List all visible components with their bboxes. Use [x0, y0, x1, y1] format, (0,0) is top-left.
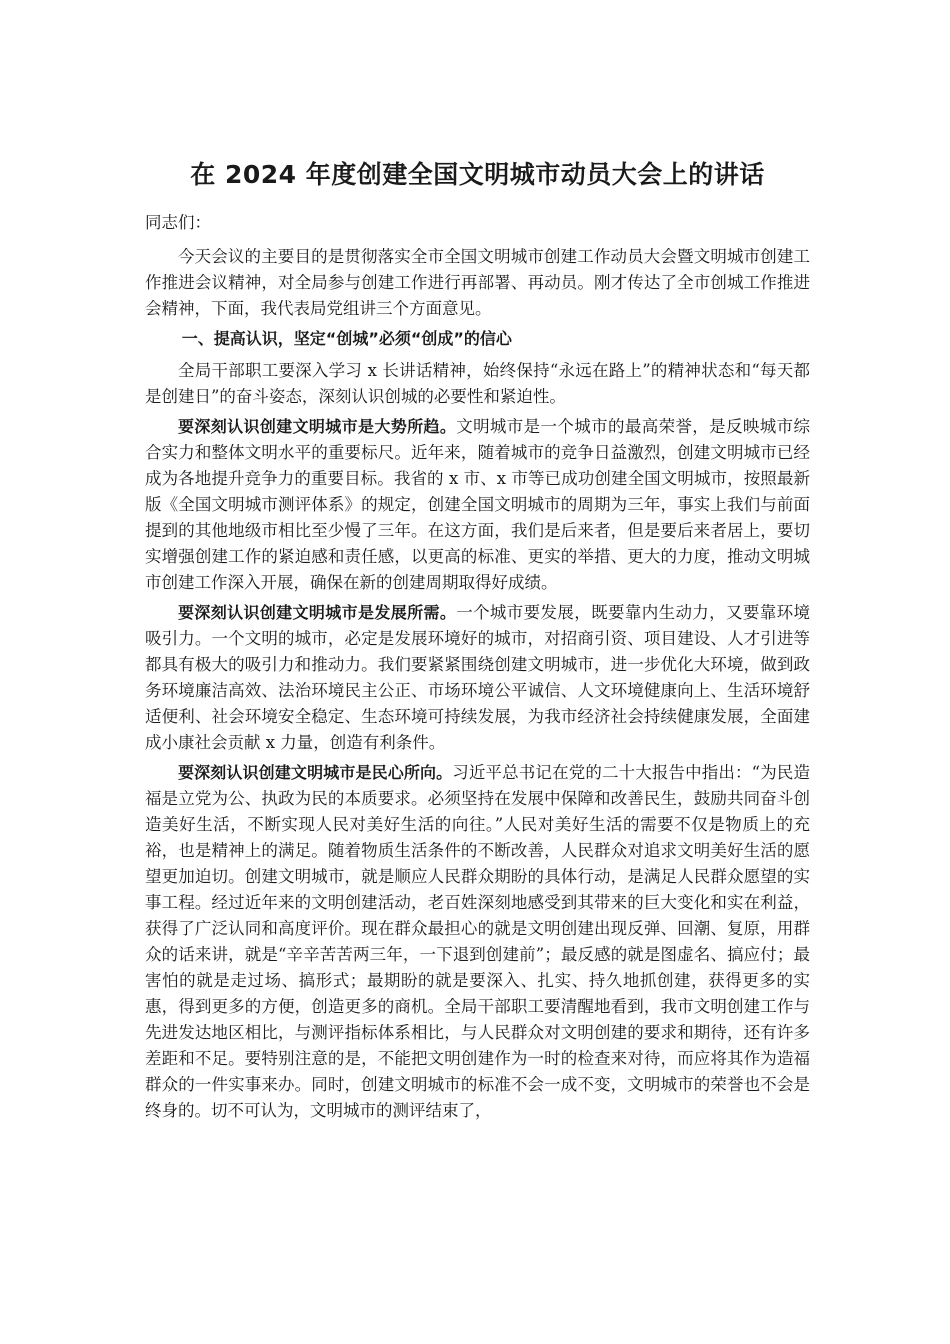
point-text-2: 一个城市要发展，既要靠内生动力，又要靠环境吸引力。一个文明的城市，必定是发展环境好的城市，对招商引资、项目建设、人才引进等都具有极大的吸引力和推动力。我们要紧紧围绕创建文明城市，进一步优化大环境，做到政务环境廉洁高效、法治环境民主公正、市场环境公平诚信、人文环境健康向上、生活环境舒适便利、社会环境安全稳定、生态环境可持续发展，为我市经济社会持续健康发展，全面建成小康社会贡献 x 力量，创造有利条件。 [145, 603, 810, 752]
section-intro-paragraph: 全局干部职工要深入学习 x 长讲话精神，始终保持“永远在路上”的精神状态和“每天都是创建日”的奋斗姿态，深刻认识创城的必要性和紧迫性。 [145, 361, 810, 406]
document-page [145, 150, 810, 1128]
section-heading-1: 一、提高认识，坚定“创城”必须“创成”的信心 [181, 329, 512, 348]
point-lead-2: 要深刻认识创建文明城市是发展所需。 [178, 603, 457, 622]
point-text-3: 习近平总书记在党的二十大报告中指出：“为民造福是立党为公、执政为民的本质要求。必须坚持在发展中保障和改善民生，鼓励共同奋斗创造美好生活，不断实现人民对美好生活的向往。”人民对美好生活的需要不仅是物质上的充裕，也是精神上的满足。随着物质生活条件的不断改善，人民群众对追求文明美好生活的愿望更加迫切。创建文明城市，就是顺应人民群众期盼的具体行动，是满足人民群众愿望的实事工程。经过近年来的文明创建活动，老百姓深刻地感受到其带来的巨大变化和实在利益，获得了广泛认同和高度评价。现在群众最担心的就是文明创建出现反弹、回潮、复原，用群众的话来讲，就是“辛辛苦苦两三年，一下退到创建前”；最反感的就是图虚名、搞应付；最害怕的就是走过场、搞形式；最期盼的就是要深入、扎实、持久地抓创建，获得更多的实惠，得到更多的方便，创造更多的商机。全局干部职工要清醒地看到，我市文明创建工作与先进发达地区相比，与测评指标体系相比，与人民群众对文明创建的要求和期待，还有许多差距和不足。要特别注意的是，不能把文明创建作为一时的检查来对待，而应将其作为造福群众的一件实事来办。同时，创建文明城市的标准不会一成不变，文明城市的荣誉也不会是终身的。切不可认为，文明城市的测评结束了， [145, 763, 810, 1120]
salutation: 同志们： [145, 213, 211, 232]
point-lead-1: 要深刻认识创建文明城市是大势所趋。 [178, 417, 457, 436]
point-text-1: 文明城市是一个城市的最高荣誉，是反映城市综合实力和整体文明水平的重要标尺。近年来，随着城市的竞争日益激烈，创建文明城市已经成为各地提升竞争力的重要目标。我省的 x 市、x 市等已成功创建全国文明城市，按照最新版《全国文明城市测评体系》的规定，创建全国文明城市的周期为三年，事实上我们与前面提到的其他地级市相比至少慢了三年。在这方面，我们是后来者，但是要后来者居上，要切实增强创建工作的紧迫感和责任感，以更高的标准、更实的举措、更大的力度，推动文明城市创建工作深入开展，确保在新的创建周期取得好成绩。 [145, 417, 810, 592]
intro-paragraph: 今天会议的主要目的是贯彻落实全市全国文明城市创建工作动员大会暨文明城市创建工作推进会议精神，对全局参与创建工作进行再部署、再动员。刚才传达了全市创城工作推进会精神，下面，我代表局党组讲三个方面意见。 [145, 247, 810, 318]
document-title: 在 2024 年度创建全国文明城市动员大会上的讲话 [190, 160, 765, 189]
point-paragraph-3 [145, 760, 810, 1124]
point-paragraph-1 [145, 414, 810, 596]
point-paragraph-2 [145, 600, 810, 756]
point-lead-3: 要深刻认识创建文明城市是民心所向。 [178, 763, 453, 782]
